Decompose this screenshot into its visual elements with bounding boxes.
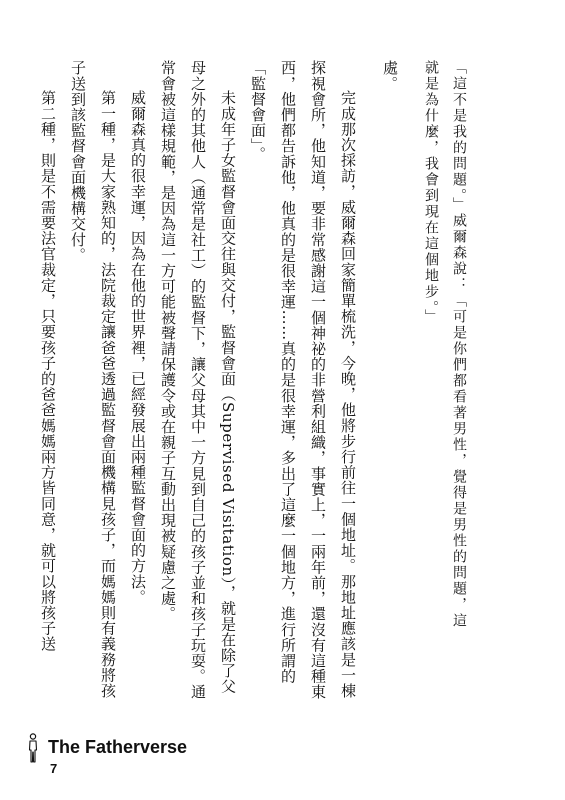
paragraph-continuation: 處。 (381, 60, 399, 92)
quote-line: 「這不是我的問題。」威爾森說：「可是你們都看著男性，覺得是男性的問題，這 (451, 60, 467, 629)
paragraph: 完成那次採訪，威爾森回家簡單梳洗，今晚，他將步行前往一個地址。那地址應該是一棟探視會所，他知道，要非常感謝這一個神祕的非營利組織，事實上，一兩年前，還沒有這種東西，他們都告訴他，他真的是很幸運……真的是很幸運，多出了這麼一個地方，進行所謂的「監督會面」。 (249, 60, 357, 700)
paragraph: 未成年子女監督會面交往與交付，監督會面（Supervised Visitation），就是在除了父母之外的其他人（通常是社工）的監督下，讓父母其中一方見到自己的孩子並和孩子玩耍。通常會被這樣規範，是因為這一方可能被聲請保護令或在親子互動出現被疑慮之處。 (159, 60, 237, 700)
standing-figure-icon (26, 733, 40, 763)
paragraph: 第二種，則是不需要法官裁定，只要孩子的爸爸媽媽兩方皆同意，就可以將孩子送 (39, 90, 57, 652)
book-title: The Fatherverse (48, 737, 188, 757)
quote-line: 就是為什麼，我會到現在這個地步。」 (423, 60, 439, 325)
paragraph: 第一種，是大家熟知的，法院裁定讓爸爸透過監督會面機構見孩子，而媽媽則有義務將孩子送到該監督會面機構交付。 (69, 60, 117, 699)
paragraph: 威爾森真的很幸運，因為在他的世界裡，已經發展出兩種監督會面的方法。 (129, 90, 147, 605)
vertical-text-block (33, 60, 473, 705)
page-number: 7 (50, 761, 58, 776)
block-quote (417, 60, 473, 705)
